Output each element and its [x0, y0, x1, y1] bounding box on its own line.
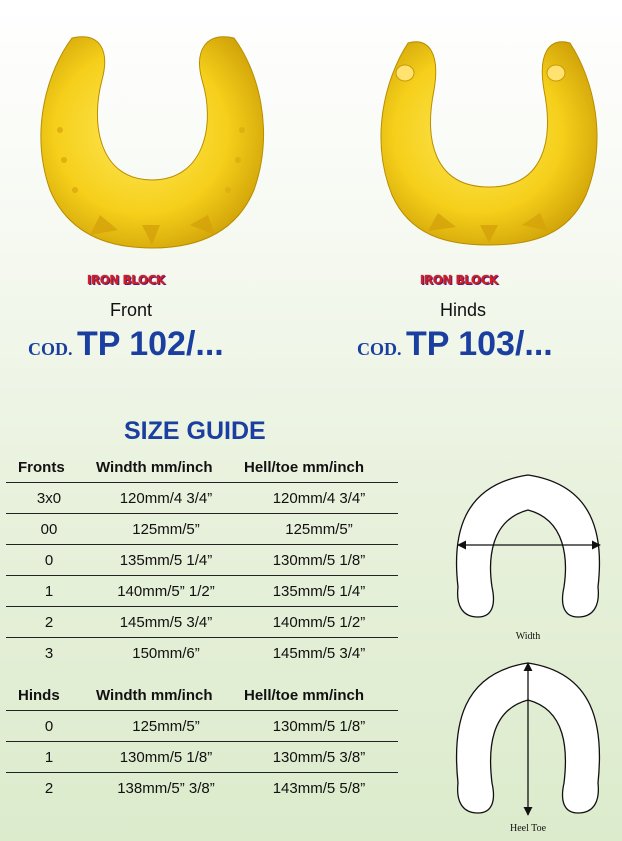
- front-label: Front: [110, 300, 153, 320]
- hinds-code: [357, 325, 553, 364]
- hinds-brand-logo: IRON BLOCK: [420, 273, 498, 287]
- fronts-cell-heeltoe: 120mm/4 3/4”: [240, 483, 398, 514]
- fronts-cell-heeltoe: 135mm/5 1/4”: [240, 576, 398, 607]
- hinds-header-width: Windth mm/inch: [96, 687, 213, 704]
- hinds-size-table: [6, 681, 398, 803]
- hinds-horseshoe-image: [372, 35, 607, 250]
- fronts-header-heeltoe: Hell/toe mm/inch: [244, 459, 365, 476]
- hinds-table-row: [6, 742, 398, 773]
- fronts-cell-size: 3: [6, 638, 92, 669]
- front-code: [28, 325, 224, 364]
- fronts-cell-width: 135mm/5 1/4”: [92, 545, 240, 576]
- fronts-header-size: Fronts: [18, 459, 65, 476]
- hinds-header-heeltoe: Hell/toe mm/inch: [244, 687, 365, 704]
- size-guide-title: SIZE GUIDE: [124, 417, 266, 445]
- fronts-table-row: [6, 607, 398, 638]
- fronts-table-row: [6, 576, 398, 607]
- hinds-cell-width: 125mm/5”: [92, 711, 240, 742]
- hinds-table-row: [6, 711, 398, 742]
- fronts-cell-size: 00: [6, 514, 92, 545]
- width-horseshoe-outline: [457, 475, 600, 617]
- fronts-cell-size: 1: [6, 576, 92, 607]
- fronts-table-row: [6, 545, 398, 576]
- hinds-cell-size: 1: [6, 742, 92, 773]
- hinds-cell-heeltoe: 130mm/5 1/8”: [240, 711, 398, 742]
- hinds-table-row: [6, 773, 398, 804]
- fronts-cell-size: 3x0: [6, 483, 92, 514]
- fronts-cell-size: 2: [6, 607, 92, 638]
- width-label: Width: [515, 631, 541, 642]
- hinds-cod-prefix: COD.: [357, 339, 402, 359]
- fronts-cell-width: 120mm/4 3/4”: [92, 483, 240, 514]
- front-brand-logo: IRON BLOCK: [87, 273, 165, 287]
- fronts-header-width: Windth mm/inch: [96, 459, 213, 476]
- hinds-cell-width: 130mm/5 1/8”: [92, 742, 240, 773]
- hinds-cell-size: 0: [6, 711, 92, 742]
- fronts-cell-heeltoe: 125mm/5”: [240, 514, 398, 545]
- fronts-cell-heeltoe: 140mm/5 1/2”: [240, 607, 398, 638]
- hinds-label: Hinds: [440, 300, 487, 320]
- fronts-cell-width: 150mm/6”: [92, 638, 240, 669]
- front-cod-prefix: COD.: [28, 339, 73, 359]
- hinds-cell-width: 138mm/5” 3/8”: [92, 773, 240, 804]
- hinds-cell-heeltoe: 143mm/5 5/8”: [240, 773, 398, 804]
- hinds-code-number: TP 103/...: [405, 325, 553, 363]
- heeltoe-diagram: [448, 655, 613, 841]
- fronts-table-row: [6, 483, 398, 514]
- fronts-cell-width: 125mm/5”: [92, 514, 240, 545]
- width-diagram: [448, 465, 613, 650]
- front-horseshoe-image: [30, 30, 275, 255]
- hinds-cell-size: 2: [6, 773, 92, 804]
- fronts-cell-heeltoe: 130mm/5 1/8”: [240, 545, 398, 576]
- fronts-cell-width: 140mm/5” 1/2”: [92, 576, 240, 607]
- fronts-cell-width: 145mm/5 3/4”: [92, 607, 240, 638]
- front-code-number: TP 102/...: [76, 325, 224, 363]
- fronts-table-row: [6, 514, 398, 545]
- heeltoe-label: Heel Toe: [509, 823, 547, 834]
- fronts-cell-size: 0: [6, 545, 92, 576]
- fronts-cell-heeltoe: 145mm/5 3/4”: [240, 638, 398, 669]
- fronts-table-row: [6, 638, 398, 669]
- hinds-header-size: Hinds: [18, 687, 60, 704]
- hinds-cell-heeltoe: 130mm/5 3/8”: [240, 742, 398, 773]
- fronts-size-table: [6, 453, 398, 668]
